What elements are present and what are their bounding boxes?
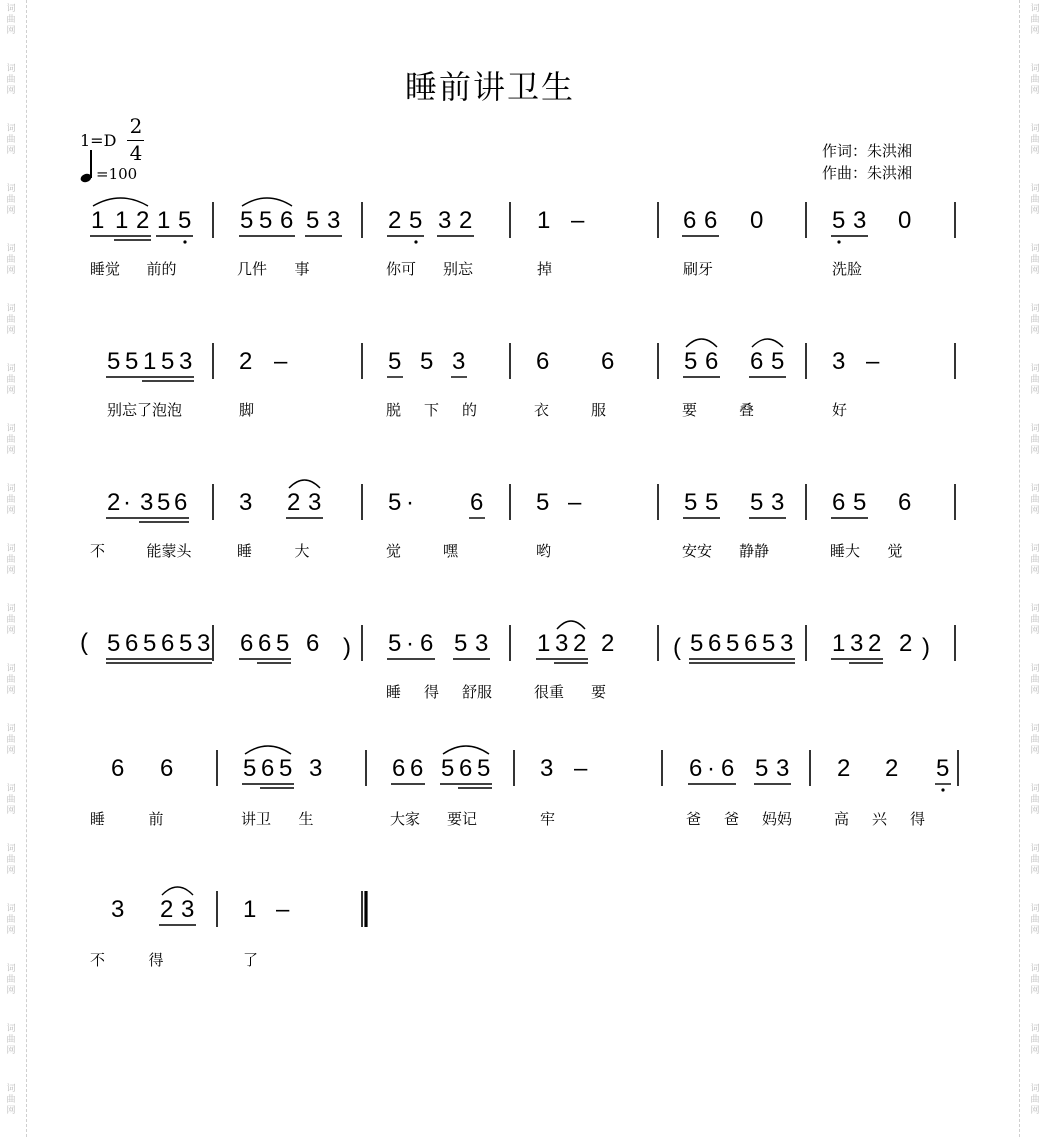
- watermark-mark: 词 曲 网: [1030, 244, 1040, 276]
- watermark-mark: 词 曲 网: [1030, 64, 1040, 96]
- note-digit: 5: [157, 489, 171, 516]
- note-digit: 3: [475, 630, 489, 657]
- watermark-mark: 词 曲 网: [6, 184, 16, 216]
- note-digit: ·: [406, 630, 414, 657]
- slur-arc: [242, 198, 292, 206]
- note-digit: 5: [690, 630, 704, 657]
- note-digit: 6: [280, 207, 294, 234]
- note-digit: 6: [261, 755, 275, 782]
- lyric-text: 嘿: [443, 542, 459, 560]
- watermark-mark: 词 曲 网: [1030, 904, 1040, 936]
- lyric-text: 睡: [386, 683, 402, 701]
- lyric-text: 静静: [739, 542, 770, 560]
- note-digit: –: [571, 207, 585, 234]
- watermark-mark: 词 曲 网: [1030, 4, 1040, 36]
- note-digit: 3: [832, 348, 846, 375]
- lyric-text: 得: [148, 951, 164, 969]
- note-digit: 6: [125, 630, 139, 657]
- lyric-text: 要: [591, 683, 607, 701]
- note-digit: 3: [179, 348, 193, 375]
- note-digit: 6: [410, 755, 424, 782]
- note-digit: 5: [684, 348, 698, 375]
- lyric-text: 觉: [386, 542, 402, 560]
- lyric-text: 的: [462, 401, 478, 419]
- lyric-text: 哟: [536, 542, 552, 560]
- lyric-text: 得: [910, 810, 926, 828]
- watermark-mark: 词 曲 网: [1030, 364, 1040, 396]
- watermark-mark: 词 曲 网: [6, 424, 16, 456]
- note-digit: 3: [555, 630, 569, 657]
- lyric-text: 别忘: [443, 260, 474, 278]
- note-digit: 3: [853, 207, 867, 234]
- slur-arc: [686, 339, 717, 347]
- note-digit: ·: [406, 489, 414, 516]
- slur-arc: [245, 746, 291, 754]
- note-digit: 1: [91, 207, 105, 234]
- watermark-mark: 词 曲 网: [6, 244, 16, 276]
- note-digit: 2: [107, 489, 121, 516]
- note-digit: 6: [392, 755, 406, 782]
- watermark-mark: 词 曲 网: [6, 724, 16, 756]
- note-digit: 5: [306, 207, 320, 234]
- lyric-text: 服: [591, 401, 607, 419]
- note-digit: 5: [388, 489, 402, 516]
- watermark-mark: 词 曲 网: [1030, 784, 1040, 816]
- close-parenthesis: ): [343, 634, 351, 661]
- note-digit: 0: [750, 207, 764, 234]
- lyric-text: 要记: [447, 810, 478, 828]
- watermark-mark: 词 曲 网: [6, 844, 16, 876]
- note-digit: 5: [420, 348, 434, 375]
- watermark-mark: 词 曲 网: [6, 664, 16, 696]
- note-digit: 3: [140, 489, 154, 516]
- note-digit: 6: [683, 207, 697, 234]
- slur-arc: [752, 339, 783, 347]
- lyric-text: 脱: [386, 401, 402, 419]
- lyric-text: 能蒙头: [146, 542, 192, 560]
- note-digit: 5: [853, 489, 867, 516]
- note-digit: 6: [744, 630, 758, 657]
- note-digit: 5: [936, 755, 950, 782]
- watermark-mark: 词 曲 网: [1030, 484, 1040, 516]
- watermark-mark: 词 曲 网: [6, 4, 16, 36]
- lyric-text: 脚: [239, 401, 255, 419]
- note-digit: 2: [388, 207, 402, 234]
- watermark-mark: 词 曲 网: [6, 964, 16, 996]
- note-digit: 1: [115, 207, 129, 234]
- watermark-mark: 词 曲 网: [6, 604, 16, 636]
- note-digit: –: [274, 348, 288, 375]
- song-title: 睡前讲卫生: [404, 68, 575, 106]
- note-digit: 6: [536, 348, 550, 375]
- watermark-mark: 词 曲 网: [6, 1024, 16, 1056]
- note-digit: 6: [420, 630, 434, 657]
- watermark-mark: 词 曲 网: [1030, 664, 1040, 696]
- lyric-text: 叠: [739, 401, 755, 419]
- note-digit: 5: [477, 755, 491, 782]
- note-digit: 6: [174, 489, 188, 516]
- note-digit: 6: [470, 489, 484, 516]
- watermark-mark: 词 曲 网: [6, 304, 16, 336]
- note-digit: 5: [259, 207, 273, 234]
- watermark-mark: 词 曲 网: [1030, 1084, 1040, 1116]
- note-digit: 5: [243, 755, 257, 782]
- note-digit: 3: [438, 207, 452, 234]
- note-digit: 5: [107, 348, 121, 375]
- note-digit: 5: [276, 630, 290, 657]
- note-digit: 5: [536, 489, 550, 516]
- watermark-mark: 词 曲 网: [6, 364, 16, 396]
- note-digit: 1: [537, 630, 551, 657]
- note-digit: 3: [776, 755, 790, 782]
- note-digit: 3: [850, 630, 864, 657]
- slur-arc: [93, 198, 148, 206]
- lyric-text: 好: [832, 401, 848, 419]
- watermark-mark: 词 曲 网: [1030, 184, 1040, 216]
- watermark-mark: 词 曲 网: [6, 484, 16, 516]
- note-digit: 0: [898, 207, 912, 234]
- lyric-text: 你可: [386, 260, 417, 278]
- note-digit: 3: [239, 489, 253, 516]
- watermark-mark: 词 曲 网: [6, 544, 16, 576]
- note-digit: 2: [239, 348, 253, 375]
- lyric-text: 安安: [682, 542, 713, 560]
- lyric-text: 了: [243, 951, 259, 969]
- note-digit: 5: [240, 207, 254, 234]
- note-digit: 5: [750, 489, 764, 516]
- note-digit: 5: [161, 348, 175, 375]
- note-digit: 2: [160, 896, 174, 923]
- watermark-mark: 词 曲 网: [1030, 604, 1040, 636]
- watermark-mark: 词 曲 网: [1030, 1024, 1040, 1056]
- note-digit: 6: [750, 348, 764, 375]
- watermark-mark: 词 曲 网: [6, 904, 16, 936]
- lyric-text: 高: [834, 810, 850, 828]
- lyric-text: 下: [424, 401, 440, 419]
- open-parenthesis: (: [673, 634, 681, 661]
- note-digit: 5: [178, 207, 192, 234]
- watermark-mark: 词 曲 网: [1030, 544, 1040, 576]
- note-digit: 5: [832, 207, 846, 234]
- lyric-text: 刷牙: [683, 260, 714, 278]
- lyric-text: 很重: [534, 683, 565, 701]
- note-digit: 2: [136, 207, 150, 234]
- lyric-text: 兴: [872, 810, 888, 828]
- note-digit: 1: [243, 896, 257, 923]
- watermark-mark: 词 曲 网: [1030, 964, 1040, 996]
- note-digit: 6: [160, 755, 174, 782]
- watermark-mark: 词 曲 网: [1030, 124, 1040, 156]
- lyric-text: 不: [90, 542, 106, 560]
- lyric-text: 衣: [534, 401, 550, 419]
- watermark-mark: 词 曲 网: [1030, 424, 1040, 456]
- watermark-mark: 词 曲 网: [1030, 724, 1040, 756]
- note-digit: 6: [161, 630, 175, 657]
- note-digit: 3: [181, 896, 195, 923]
- note-digit: 6: [708, 630, 722, 657]
- note-digit: 5: [107, 630, 121, 657]
- note-digit: ·: [707, 755, 715, 782]
- note-digit: 5: [441, 755, 455, 782]
- note-digit: 2: [601, 630, 615, 657]
- note-digit: 6: [705, 348, 719, 375]
- note-digit: 6: [832, 489, 846, 516]
- note-digit: 2: [287, 489, 301, 516]
- note-digit: 6: [898, 489, 912, 516]
- lyric-text: 爸: [724, 810, 740, 828]
- note-digit: –: [568, 489, 582, 516]
- note-digit: 6: [704, 207, 718, 234]
- watermark-mark: 词 曲 网: [1030, 304, 1040, 336]
- lyric-text: 睡: [237, 542, 253, 560]
- time-signature-bottom: 4: [129, 141, 143, 165]
- slur-arc: [162, 887, 193, 895]
- lyric-text: 别忘了泡泡: [107, 401, 183, 419]
- note-digit: 5: [388, 630, 402, 657]
- note-digit: 6: [306, 630, 320, 657]
- lyricist-credit: 作词：朱洪湘: [822, 142, 913, 160]
- note-digit: 5: [454, 630, 468, 657]
- note-digit: –: [276, 896, 290, 923]
- note-digit: 6: [258, 630, 272, 657]
- slur-arc: [443, 746, 489, 754]
- note-digit: 5: [762, 630, 776, 657]
- lyric-text: 睡大: [830, 542, 861, 560]
- lyric-text: 不: [90, 951, 106, 969]
- watermark-mark: 词 曲 网: [6, 784, 16, 816]
- composer-credit: 作曲：朱洪湘: [822, 164, 913, 182]
- octave-dot: [183, 240, 186, 243]
- lyric-text: 前: [148, 810, 164, 828]
- slur-arc: [289, 480, 320, 488]
- open-parenthesis: (: [80, 629, 88, 656]
- time-signature-top: 2: [129, 114, 143, 138]
- watermark-mark: 词 曲 网: [6, 124, 16, 156]
- key-signature: 1=D: [80, 131, 117, 150]
- octave-dot: [941, 788, 944, 791]
- lyric-text: 生: [298, 810, 314, 828]
- octave-dot: [837, 240, 840, 243]
- lyric-text: 事: [294, 260, 310, 278]
- note-digit: 6: [111, 755, 125, 782]
- close-parenthesis: ): [922, 634, 930, 661]
- slur-arc: [557, 621, 585, 629]
- watermark-mark: 词 曲 网: [6, 64, 16, 96]
- note-digit: 2: [885, 755, 899, 782]
- note-digit: 5: [705, 489, 719, 516]
- lyric-text: 要: [682, 401, 698, 419]
- note-digit: 3: [780, 630, 794, 657]
- note-digit: 3: [309, 755, 323, 782]
- note-digit: 3: [771, 489, 785, 516]
- note-digit: 2: [573, 630, 587, 657]
- note-digit: 6: [459, 755, 473, 782]
- note-digit: 3: [197, 630, 211, 657]
- note-digit: 3: [452, 348, 466, 375]
- note-digit: 1: [157, 207, 171, 234]
- lyric-text: 掉: [537, 260, 553, 278]
- lyric-text: 大家: [390, 810, 421, 828]
- watermark-mark: 词 曲 网: [1030, 844, 1040, 876]
- lyric-text: 睡觉: [90, 260, 121, 278]
- lyric-text: 睡: [90, 810, 106, 828]
- note-digit: 3: [111, 896, 125, 923]
- note-digit: 5: [125, 348, 139, 375]
- lyric-text: 得: [424, 683, 440, 701]
- lyric-text: 洗脸: [832, 260, 863, 278]
- note-digit: –: [574, 755, 588, 782]
- note-digit: 6: [689, 755, 703, 782]
- note-digit: 3: [327, 207, 341, 234]
- note-digit: 6: [240, 630, 254, 657]
- lyric-text: 觉: [887, 542, 903, 560]
- note-digit: 3: [540, 755, 554, 782]
- note-digit: 2: [459, 207, 473, 234]
- lyric-text: 妈妈: [762, 810, 793, 828]
- note-digit: 1: [537, 207, 551, 234]
- note-digit: 1: [832, 630, 846, 657]
- note-digit: –: [866, 348, 880, 375]
- note-digit: 6: [601, 348, 615, 375]
- note-digit: 2: [899, 630, 913, 657]
- lyric-text: 爸: [686, 810, 702, 828]
- lyric-text: 大: [294, 542, 310, 560]
- lyric-text: 几件: [237, 260, 268, 278]
- note-digit: 5: [409, 207, 423, 234]
- note-digit: 2: [837, 755, 851, 782]
- note-digit: 5: [179, 630, 193, 657]
- note-digit: 5: [726, 630, 740, 657]
- note-digit: 5: [771, 348, 785, 375]
- note-digit: 2: [868, 630, 882, 657]
- note-digit: 5: [755, 755, 769, 782]
- note-digit: 1: [143, 348, 157, 375]
- lyric-text: 前的: [146, 260, 177, 278]
- lyric-text: 舒服: [462, 683, 493, 701]
- note-digit: 6: [721, 755, 735, 782]
- note-digit: 5: [684, 489, 698, 516]
- note-digit: 5: [279, 755, 293, 782]
- note-digit: ·: [123, 489, 131, 516]
- note-digit: 5: [388, 348, 402, 375]
- note-digit: 5: [143, 630, 157, 657]
- lyric-text: 牢: [540, 810, 556, 828]
- octave-dot: [414, 240, 417, 243]
- watermark-mark: 词 曲 网: [6, 1084, 16, 1116]
- note-digit: 3: [308, 489, 322, 516]
- tempo-marking: =100: [96, 165, 138, 183]
- lyric-text: 讲卫: [241, 810, 272, 828]
